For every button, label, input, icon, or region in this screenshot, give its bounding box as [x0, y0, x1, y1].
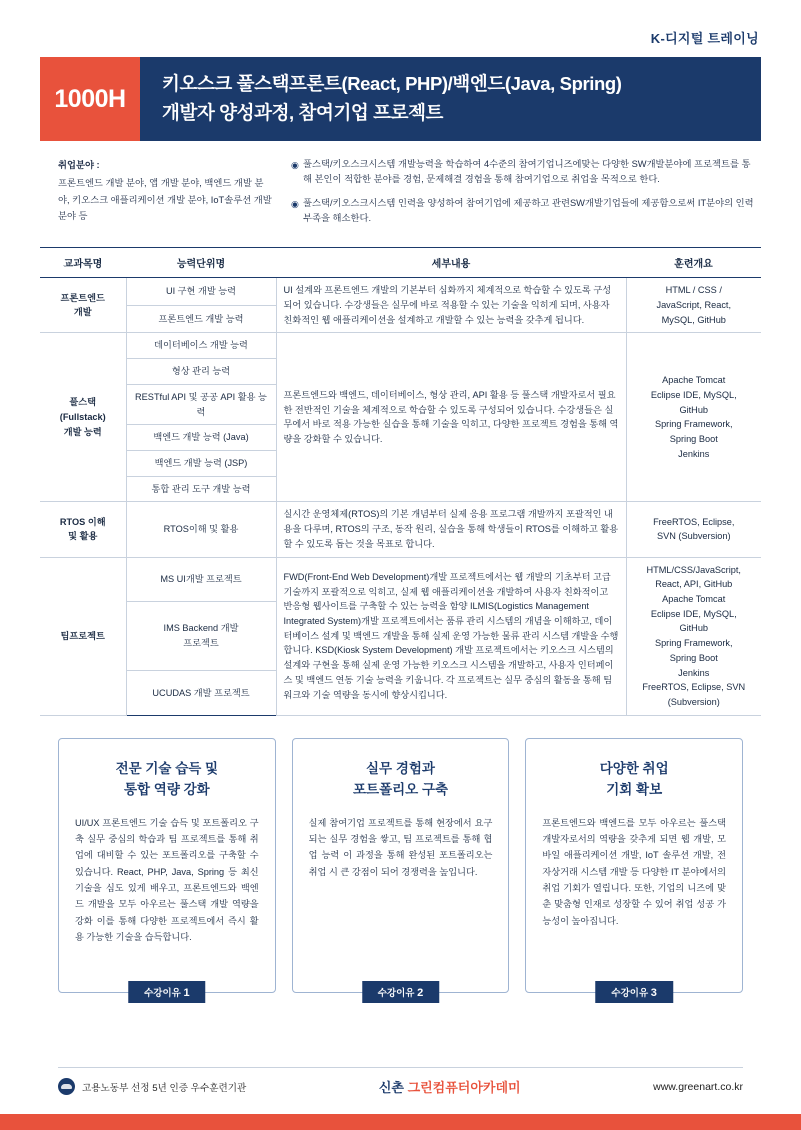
info-section [40, 157, 761, 235]
benefit-card-body: UI/UX 프론트엔드 기술 습득 및 포트폴리오 구축 실무 중심의 학습과 팀 프로젝트를 통해 취업에 대비할 수 있는 포트폴리오를 구축할 수 있습니다. React, PHP, Java, Spring 등 최신 기술을 심도 있게 배우고, 프론트엔드와 백엔드 개발을 모두 아우르는 풀스택 개발 역량을 강화 이를 통해 다양한 프로젝트에서 즉시 활용 가능한 기술을 습득합니다. [75, 817, 259, 943]
outline-cell: HTML/CSS/JavaScript, React, API, GitHub Apache Tomcat Eclipse IDE, MySQL, GitHub Spring Framework, Spring Boot Jenkins FreeRTOS, Eclipse, SVN (Subversion) [626, 557, 761, 715]
benefit-card [58, 738, 276, 999]
unit-cell: 형상 관리 능력 [126, 359, 276, 385]
col-header-outline: 훈련개요 [626, 248, 761, 278]
unit-cell: MS UI개발 프로젝트 [126, 557, 276, 601]
course-goals [291, 157, 755, 235]
header-band [40, 57, 761, 141]
benefit-card-title: 다양한 취업 기회 확보 [599, 760, 669, 797]
unit-cell: RTOS이해 및 활용 [126, 502, 276, 557]
unit-cell: 데이터베이스 개발 능력 [126, 333, 276, 359]
benefit-card-tag [595, 981, 672, 1003]
academy-logo-part1: 신촌 [378, 1080, 404, 1095]
subject-cell: RTOS 이해 및 활용 [40, 502, 126, 557]
unit-cell: 통합 관리 도구 개발 능력 [126, 476, 276, 502]
goal-text: 풀스택/키오스크시스템 인력을 양성하여 참여기업에 제공하고 관련SW개발기업들에 제공함으로써 IT분야의 인력 부족을 해소한다. [303, 198, 754, 224]
benefit-card-body: 프론트엔드와 백엔드를 모두 아우르는 풀스택 개발자로서의 역량을 갖추게 되면 웹 개발, 모바일 애플리케이션 개발, IoT 솔루션 개발, 전자상거래 시스템 개발 등 다양한 IT 분야에서의 취업 기회가 열립니다. 또한, 기업의 니즈에 맞춘 맞춤형 인재로 성장할 수 있어 취업 성공 가능성이 높아집니다. [542, 817, 727, 926]
unit-cell: IMS Backend 개발 프로젝트 [126, 601, 276, 671]
goal-item [291, 196, 755, 226]
outline-cell: FreeRTOS, Eclipse, SVN (Subversion) [626, 502, 761, 557]
subject-cell: 팀프로젝트 [40, 557, 126, 715]
benefit-card-tag [128, 981, 205, 1003]
benefit-card [292, 738, 510, 999]
col-header-subject: 교과목명 [40, 248, 126, 278]
goal-text: 풀스택/키오스크시스템 개발능력을 학습하여 4수준의 참여기업니즈에맞는 다양한 SW개발분야에 프로젝트를 통해 본인이 적합한 분야를 경험, 문제해결 경험을 통해 참여기업으로 취업을 목적으로 한다. [303, 159, 751, 185]
benefit-card-tag-number: 2 [417, 986, 424, 999]
unit-cell: 프론트엔드 개발 능력 [126, 305, 276, 333]
unit-cell: UCUDAS 개발 프로젝트 [126, 671, 276, 715]
table-row [40, 557, 761, 601]
footer-divider [58, 1067, 743, 1068]
course-title-box [140, 57, 761, 141]
employment-fields-title: 취업분야 : [58, 160, 100, 170]
course-title-line1: 키오스크 풀스택프론트(React, PHP)/백엔드(Java, Spring) [162, 73, 622, 95]
outline-cell: Apache Tomcat Eclipse IDE, MySQL, GitHub Spring Framework, Spring Boot Jenkins [626, 333, 761, 502]
table-row [40, 502, 761, 557]
bottom-accent-bar [0, 1114, 801, 1130]
col-header-detail: 세부내용 [276, 248, 626, 278]
employment-fields [58, 157, 273, 235]
benefit-card-tag-label: 수강이유 [144, 987, 181, 999]
website-url[interactable]: www.greenart.co.kr [653, 1080, 743, 1093]
government-seal-icon [58, 1078, 75, 1095]
detail-cell: UI 설계와 프론트엔드 개발의 기본부터 심화까지 체계적으로 학습할 수 있도록 구성되어 있습니다. 수강생들은 실무에 바로 적용할 수 있는 기술을 익히게 되며, 사용자 친화적인 웹 애플리케이션을 설계하고 개발할 수 있는 능력을 갖추게 됩니다. [276, 278, 626, 333]
table-row [40, 278, 761, 306]
bullet-icon: ◉ [291, 160, 299, 170]
benefit-card-tag-label: 수강이유 [611, 987, 649, 999]
detail-cell: FWD(Front-End Web Development)개발 프로젝트에서는 웹 개발의 기초부터 고급 기술까지 포괄적으로 익히고, 실제 웹 애플리케이션을 개발하여 사용자 친화적이고 반응형 웹사이트를 구축할 수 있는 능력을 함양 ILMIS(Logistics Management Integrated System)개발 프로젝트에서는 품류 관리 시스템의 개념을 이해하고, 데이터베이스 설계 및 백엔드 개발을 통해 실제 운영 가능한 물류 관리 시스템 개발을 수행합니다. KSD(Kiosk System Development) 개발 프로젝트에서는 키오스크 시스템의 설계와 구현을 통해 실제 운영 가능한 키오스크 시스템을 개발하고, 사용자 인터페이스 및 백엔드 연동 기술 능력을 키웁니다. 각 프로젝트는 실무 중심의 활동을 통해 팀워크와 기술 역량을 동시에 향상시킵니다. [276, 557, 626, 715]
benefit-card [525, 738, 743, 999]
detail-cell: 프론트엔드와 백엔드, 데이터베이스, 형상 관리, API 활용 등 풀스택 개발자로서 필요한 전반적인 기술을 체계적으로 학습할 수 있도록 구성되어 있습니다. 수강생들은 실무에서 바로 적용 가능한 실습을 통해 기술을 익히고, 다양한 프로젝트 경험을 통해 역량을 강화할 수 있습니다. [276, 333, 626, 502]
unit-cell: 백엔드 개발 능력 (JSP) [126, 450, 276, 476]
subject-cell: 풀스택 (Fullstack) 개발 능력 [40, 333, 126, 502]
academy-logo-part2: 그린컴퓨터아카데미 [407, 1080, 521, 1095]
goal-item [291, 157, 755, 187]
training-hours-badge: 1000H [40, 57, 140, 141]
certification-text: 고용노동부 선정 5년 인증 우수훈련기관 [82, 1082, 247, 1094]
table-row [40, 333, 761, 359]
curriculum-table [40, 247, 761, 716]
academy-logo [379, 1077, 521, 1096]
program-label: K-디지털 트레이닝 [650, 31, 759, 46]
benefit-card-tag [362, 981, 439, 1003]
course-title-line2: 개발자 양성과정, 참여기업 프로젝트 [162, 102, 444, 123]
employment-fields-body: 프론트엔드 개발 분야, 앱 개발 분야, 백엔드 개발 분야, 키오스크 애플리케이션 개발 분야, IoT솔루션 개발 분야 등 [58, 178, 272, 221]
detail-cell: 실시간 운영체제(RTOS)의 기본 개념부터 실제 응용 프로그램 개발까지 포괄적인 내용을 다루며, RTOS의 구조, 동작 원리, 실습을 통해 학생들이 RTOS를 이해하고 활용할 수 있도록 돕는 것을 목표로 합니다. [276, 502, 626, 557]
unit-cell: 백엔드 개발 능력 (Java) [126, 425, 276, 451]
subject-cell: 프론트엔드 개발 [40, 278, 126, 333]
unit-cell: RESTful API 및 공공 API 활용 능력 [126, 384, 276, 424]
certification-mark [58, 1078, 246, 1095]
benefit-card-tag-number: 3 [650, 986, 657, 999]
benefit-card-title: 실무 경험과 포트폴리오 구축 [352, 760, 449, 797]
benefit-card-tag-number: 1 [183, 986, 190, 999]
unit-cell: UI 구현 개발 능력 [126, 278, 276, 306]
benefit-cards [40, 738, 761, 999]
benefit-card-tag-label: 수강이유 [377, 987, 415, 999]
benefit-card-body: 실제 참여기업 프로젝트를 통해 현장에서 요구되는 실무 경험을 쌓고, 팀 프로젝트를 통해 협업 능력 이 과정을 통해 완성된 포트폴리오는 취업 시 큰 강점이 되어 경쟁력을 높입니다. [308, 817, 493, 877]
outline-cell: HTML / CSS / JavaScript, React, MySQL, GitHub [626, 278, 761, 333]
bullet-icon: ◉ [291, 199, 299, 210]
benefit-card-title: 전문 기술 습득 및 통합 역량 강화 [115, 760, 219, 797]
table-header-row [40, 248, 761, 278]
col-header-unit: 능력단위명 [126, 248, 276, 278]
page-footer [0, 1077, 801, 1096]
